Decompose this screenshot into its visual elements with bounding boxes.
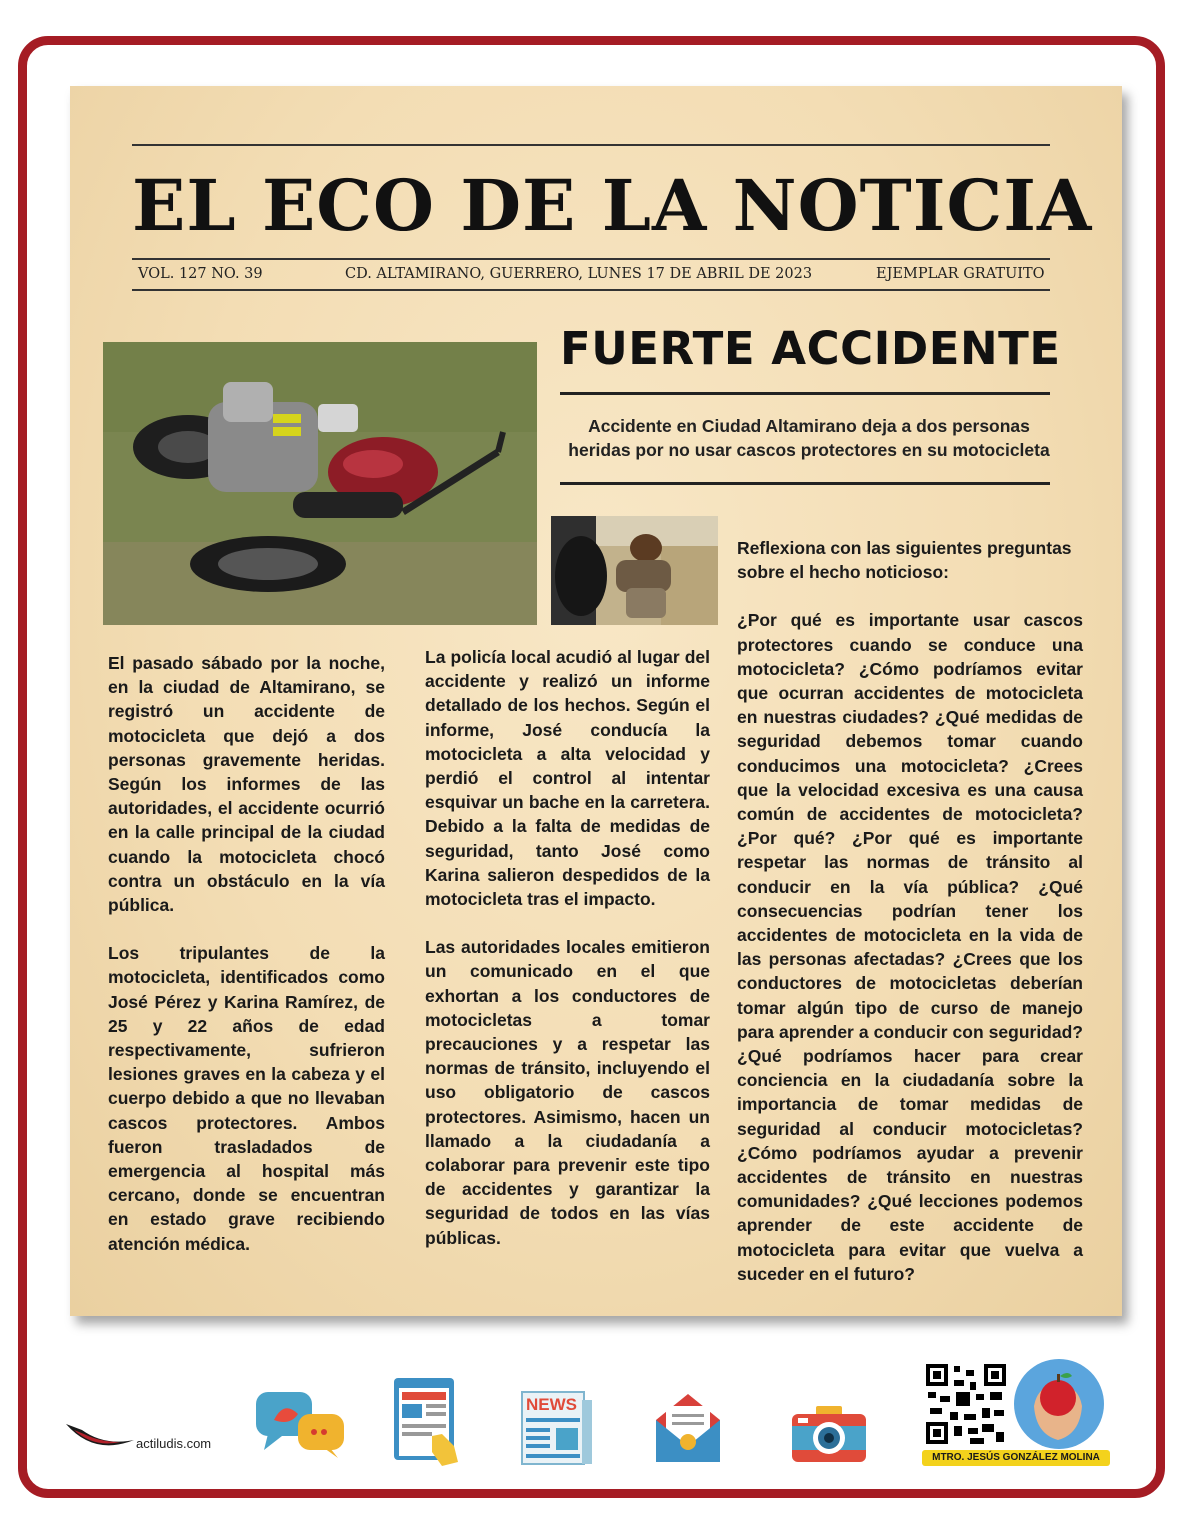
- qr-code-icon: [924, 1362, 1008, 1446]
- reflection-intro: Reflexiona con las siguientes preguntas sobre el hecho noticioso:: [737, 538, 1072, 583]
- chat-bubbles-icon: [254, 1390, 346, 1460]
- secondary-photo: [551, 516, 718, 625]
- subhead-rule: [560, 482, 1050, 485]
- web-page-icon: [392, 1376, 464, 1468]
- reflection-questions: ¿Por qué es importante usar cascos protectores cuando se conduce una motocicleta? ¿Cómo podríamos evitar que ocurran accidentes de motocicleta en nuestras ciudades? ¿Qué medidas de seguridad debemos tomar cuando conducimos una motocicleta? ¿Crees que la velocidad excesiva es una causa común de accidentes de motocicleta? ¿Por qué? ¿Por qué es importante respetar las normas de tránsito al conducir en la vía pública? ¿Qué consecuencias podrían tener los accidentes de motocicleta en la vida de las personas afectadas? ¿Crees que los conductores de motocicletas deberían tomar algún tipo de curso de manejo para aprender a conducir con seguridad? ¿Qué podríamos hacer para crear conciencia en la ciudadanía sobre la importancia de tomar medidas de seguridad al conducir motocicletas? ¿Cómo podríamos ayudar a prevenir accidentes de tránsito en nuestras comunidades? ¿Qué lecciones podemos aprender de este accidente de motocicleta para evitar que vuelva a suceder en el futuro?: [737, 610, 1083, 1284]
- article-headline: FUERTE ACCIDENTE: [560, 322, 1061, 375]
- article-subhead: Accidente en Ciudad Altamirano deja a dos personas heridas por no usar cascos protectores en su motocicleta: [568, 416, 1050, 460]
- column-1-paragraph-1: El pasado sábado por la noche, en la ciudad de Altamirano, se registró un accidente de motocicleta que dejó a dos personas gravemente heridas. Según los informes de las autoridades, el accidente ocurrió en la calle principal de la ciudad cuando la motocicleta chocó contra un obstáculo en la vía pública.: [108, 653, 385, 916]
- column-2-paragraph-2: Las autoridades locales emitieron un comunicado en el que exhortan a los conductores de motocicletas a tomar precauciones y a respetar las normas de tránsito, incluyendo el uso obligatorio de cascos protectores. Asimismo, hacen un llamado a la ciudadanía a colaborar para prevenir este tipo de accidentes y garantizar la seguridad de todos en las vías públicas.: [425, 937, 710, 1248]
- masthead-rule: [132, 258, 1050, 260]
- column-2-paragraph-1: La policía local acudió al lugar del accidente y realizó un informe detallado de los hechos. Según el informe, José conducía la motocicleta a alta velocidad y perdió el control al intentar esquivar un bache en la carretera. Debido a la falta de medidas de seguridad, tanto José como Karina salieron despedidos de la motocicleta tras el impacto.: [425, 647, 710, 910]
- actiludis-logo-icon: [64, 1416, 136, 1456]
- main-photo: [103, 342, 537, 625]
- price-label: EJEMPLAR GRATUITO: [876, 266, 1045, 282]
- svg-text:NEWS: NEWS: [526, 1395, 577, 1414]
- newspaper-name: EL ECO DE LA NOTICIA: [132, 164, 1093, 247]
- newspaper-icon: [520, 1388, 594, 1468]
- author-badge: MTRO. JESÚS GONZÁLEZ MOLINA: [922, 1450, 1110, 1466]
- camera-icon: [790, 1404, 868, 1464]
- location-date: CD. ALTAMIRANO, GUERRERO, LUNES 17 DE ABRIL DE 2023: [345, 266, 813, 282]
- article-column-2: [425, 645, 710, 1274]
- article-column-3: [737, 536, 1083, 1310]
- envelope-icon: [654, 1390, 722, 1464]
- author-avatar-icon: [1008, 1356, 1106, 1452]
- meta-rule: [132, 289, 1050, 291]
- article-column-1: [108, 651, 385, 1280]
- volume-info: VOL. 127 NO. 39: [138, 266, 263, 282]
- headline-rule: [560, 392, 1050, 395]
- brand-name: actiludis.com: [136, 1436, 212, 1451]
- top-rule: [132, 144, 1050, 146]
- column-1-paragraph-2: Los tripulantes de la motocicleta, identificados como José Pérez y Karina Ramírez, de 25 y 22 años de edad respectivamente, sufrieron lesiones graves en la cabeza y el cuerpo debido a que no llevaban cascos protectores. Ambos fueron trasladados de emergencia al hospital más cercano, donde se encuentran en estado grave recibiendo atención médica.: [108, 943, 385, 1254]
